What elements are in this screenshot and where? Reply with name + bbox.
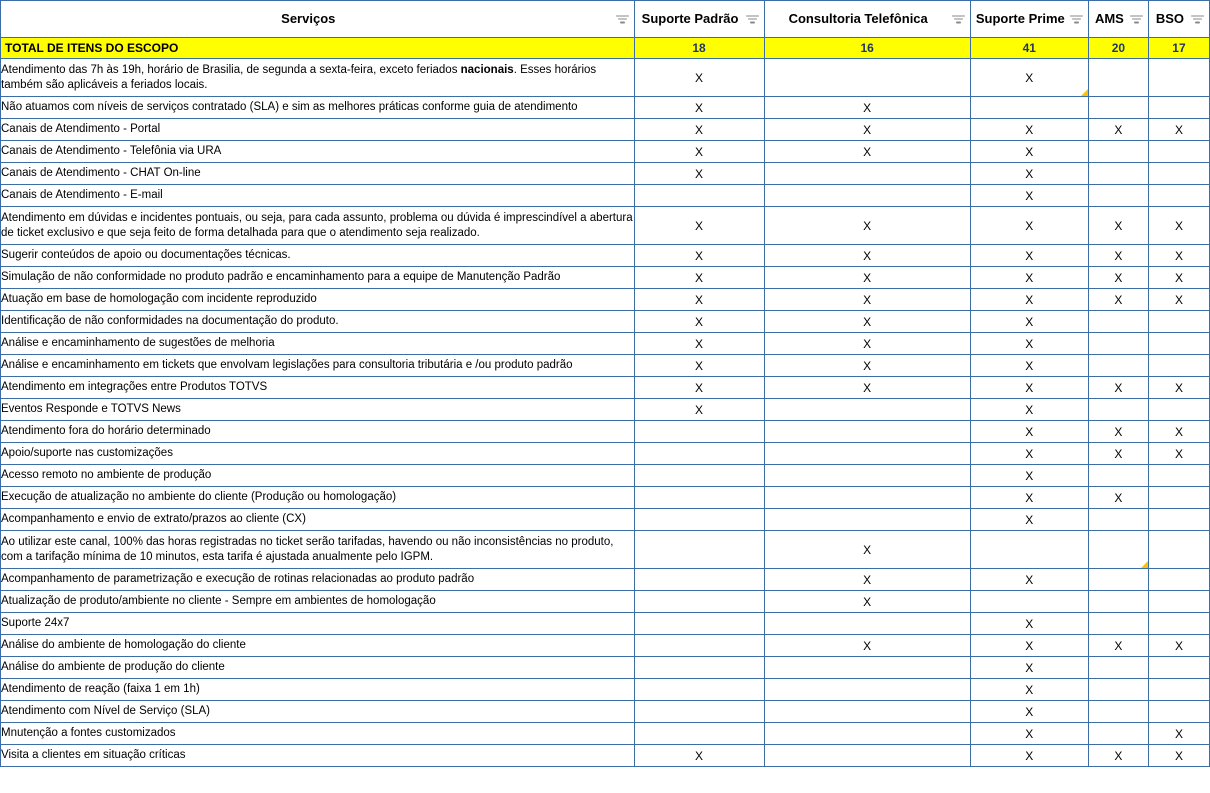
mark-cell-suporte-prime: X bbox=[970, 569, 1088, 591]
column-header-suporte-prime[interactable] bbox=[970, 1, 1088, 38]
mark-cell-consultoria-telefonica bbox=[764, 421, 970, 443]
mark-cell-bso bbox=[1148, 509, 1209, 531]
mark-cell-consultoria-telefonica: X bbox=[764, 333, 970, 355]
mark-cell-suporte-padrao: X bbox=[634, 119, 764, 141]
mark-cell-ams: X bbox=[1088, 207, 1148, 245]
mark-cell-consultoria-telefonica: X bbox=[764, 355, 970, 377]
service-cell: Canais de Atendimento - Telefônia via URA bbox=[1, 141, 635, 163]
mark-cell-consultoria-telefonica bbox=[764, 163, 970, 185]
mark-cell-suporte-prime: X bbox=[970, 613, 1088, 635]
mark-cell-ams: X bbox=[1088, 289, 1148, 311]
mark-cell-ams bbox=[1088, 679, 1148, 701]
mark-cell-suporte-padrao bbox=[634, 569, 764, 591]
table-row bbox=[1, 635, 1210, 657]
mark-cell-ams: X bbox=[1088, 745, 1148, 767]
mark-cell-bso bbox=[1148, 613, 1209, 635]
filter-icon[interactable] bbox=[746, 14, 760, 25]
table-row bbox=[1, 509, 1210, 531]
mark-cell-suporte-prime: X bbox=[970, 119, 1088, 141]
table-row bbox=[1, 723, 1210, 745]
table-row bbox=[1, 591, 1210, 613]
mark-cell-suporte-prime: X bbox=[970, 59, 1088, 97]
mark-cell-consultoria-telefonica bbox=[764, 399, 970, 421]
mark-cell-suporte-padrao: X bbox=[634, 355, 764, 377]
mark-cell-suporte-padrao: X bbox=[634, 289, 764, 311]
table-row bbox=[1, 97, 1210, 119]
mark-cell-bso bbox=[1148, 569, 1209, 591]
mark-cell-bso bbox=[1148, 163, 1209, 185]
mark-cell-suporte-prime: X bbox=[970, 635, 1088, 657]
mark-cell-suporte-padrao bbox=[634, 723, 764, 745]
mark-cell-consultoria-telefonica bbox=[764, 723, 970, 745]
mark-cell-ams: X bbox=[1088, 119, 1148, 141]
mark-cell-bso: X bbox=[1148, 443, 1209, 465]
mark-cell-consultoria-telefonica bbox=[764, 185, 970, 207]
mark-cell-consultoria-telefonica: X bbox=[764, 245, 970, 267]
mark-cell-suporte-prime: X bbox=[970, 185, 1088, 207]
mark-cell-suporte-padrao bbox=[634, 679, 764, 701]
table-row bbox=[1, 421, 1210, 443]
mark-cell-ams bbox=[1088, 59, 1148, 97]
mark-cell-ams bbox=[1088, 569, 1148, 591]
service-cell: Eventos Responde e TOTVS News bbox=[1, 399, 635, 421]
table-row bbox=[1, 267, 1210, 289]
filter-icon[interactable] bbox=[1070, 14, 1084, 25]
mark-cell-bso bbox=[1148, 399, 1209, 421]
table-row bbox=[1, 245, 1210, 267]
table-row bbox=[1, 679, 1210, 701]
column-header-suporte-padrao-label: Suporte Padrão bbox=[641, 10, 739, 26]
column-header-ams-label: AMS bbox=[1094, 10, 1124, 26]
mark-cell-suporte-padrao bbox=[634, 635, 764, 657]
mark-cell-suporte-padrao bbox=[634, 443, 764, 465]
mark-cell-bso bbox=[1148, 657, 1209, 679]
filter-icon[interactable] bbox=[952, 14, 966, 25]
mark-cell-bso: X bbox=[1148, 267, 1209, 289]
mark-cell-bso: X bbox=[1148, 377, 1209, 399]
service-cell: Atendimento com Nível de Serviço (SLA) bbox=[1, 701, 635, 723]
service-cell: Acompanhamento de parametrização e execução de rotinas relacionadas ao produto padrão bbox=[1, 569, 635, 591]
mark-cell-ams: X bbox=[1088, 267, 1148, 289]
mark-cell-consultoria-telefonica: X bbox=[764, 119, 970, 141]
mark-cell-bso: X bbox=[1148, 245, 1209, 267]
filter-icon[interactable] bbox=[616, 14, 630, 25]
mark-cell-suporte-padrao bbox=[634, 487, 764, 509]
column-header-bso-label: BSO bbox=[1155, 10, 1185, 26]
service-cell: Atuação em base de homologação com incidente reproduzido bbox=[1, 289, 635, 311]
mark-cell-consultoria-telefonica bbox=[764, 509, 970, 531]
table-row bbox=[1, 465, 1210, 487]
mark-cell-bso bbox=[1148, 531, 1209, 569]
mark-cell-suporte-prime: X bbox=[970, 487, 1088, 509]
service-cell: Análise e encaminhamento de sugestões de melhoria bbox=[1, 333, 635, 355]
mark-cell-bso: X bbox=[1148, 207, 1209, 245]
mark-cell-ams bbox=[1088, 531, 1148, 569]
mark-cell-consultoria-telefonica: X bbox=[764, 207, 970, 245]
mark-cell-suporte-padrao: X bbox=[634, 267, 764, 289]
table-row bbox=[1, 311, 1210, 333]
table-row bbox=[1, 163, 1210, 185]
mark-cell-suporte-prime: X bbox=[970, 443, 1088, 465]
mark-cell-suporte-padrao: X bbox=[634, 59, 764, 97]
mark-cell-suporte-prime: X bbox=[970, 509, 1088, 531]
mark-cell-bso bbox=[1148, 679, 1209, 701]
mark-cell-ams: X bbox=[1088, 487, 1148, 509]
mark-cell-suporte-padrao: X bbox=[634, 245, 764, 267]
service-cell: Mnutenção a fontes customizados bbox=[1, 723, 635, 745]
service-cell: Atendimento em integrações entre Produtos TOTVS bbox=[1, 377, 635, 399]
mark-cell-suporte-prime bbox=[970, 531, 1088, 569]
column-header-suporte-padrao[interactable] bbox=[634, 1, 764, 38]
table-row bbox=[1, 443, 1210, 465]
mark-cell-suporte-padrao bbox=[634, 509, 764, 531]
mark-cell-suporte-padrao bbox=[634, 613, 764, 635]
mark-cell-bso bbox=[1148, 487, 1209, 509]
mark-cell-bso: X bbox=[1148, 119, 1209, 141]
service-cell: Análise do ambiente de homologação do cliente bbox=[1, 635, 635, 657]
mark-cell-suporte-padrao: X bbox=[634, 377, 764, 399]
column-header-bso[interactable] bbox=[1148, 1, 1209, 38]
mark-cell-consultoria-telefonica: X bbox=[764, 531, 970, 569]
mark-cell-bso bbox=[1148, 59, 1209, 97]
mark-cell-bso bbox=[1148, 591, 1209, 613]
mark-cell-suporte-padrao bbox=[634, 531, 764, 569]
mark-cell-consultoria-telefonica: X bbox=[764, 267, 970, 289]
total-suporte-padrao: 18 bbox=[634, 38, 764, 59]
service-cell: Visita a clientes em situação críticas bbox=[1, 745, 635, 767]
service-cell: Acompanhamento e envio de extrato/prazos ao cliente (CX) bbox=[1, 509, 635, 531]
mark-cell-suporte-prime: X bbox=[970, 377, 1088, 399]
mark-cell-suporte-prime: X bbox=[970, 723, 1088, 745]
mark-cell-suporte-padrao: X bbox=[634, 97, 764, 119]
mark-cell-ams bbox=[1088, 465, 1148, 487]
total-row-label: TOTAL DE ITENS DO ESCOPO bbox=[1, 38, 635, 59]
mark-cell-ams: X bbox=[1088, 443, 1148, 465]
service-cell: Apoio/suporte nas customizações bbox=[1, 443, 635, 465]
mark-cell-suporte-padrao bbox=[634, 421, 764, 443]
mark-cell-suporte-prime: X bbox=[970, 141, 1088, 163]
mark-cell-bso: X bbox=[1148, 745, 1209, 767]
mark-cell-ams: X bbox=[1088, 421, 1148, 443]
mark-cell-suporte-padrao: X bbox=[634, 311, 764, 333]
mark-cell-consultoria-telefonica bbox=[764, 487, 970, 509]
mark-cell-suporte-prime: X bbox=[970, 289, 1088, 311]
mark-cell-suporte-prime: X bbox=[970, 207, 1088, 245]
column-header-suporte-prime-label: Suporte Prime bbox=[975, 10, 1065, 26]
column-header-consultoria-telefonica-label: Consultoria Telefônica bbox=[788, 10, 928, 26]
service-cell: Atualização de produto/ambiente no cliente - Sempre em ambientes de homologação bbox=[1, 591, 635, 613]
mark-cell-consultoria-telefonica bbox=[764, 443, 970, 465]
mark-cell-bso bbox=[1148, 701, 1209, 723]
total-row bbox=[1, 38, 1210, 59]
total-ams: 20 bbox=[1088, 38, 1148, 59]
mark-cell-ams bbox=[1088, 657, 1148, 679]
table-row bbox=[1, 119, 1210, 141]
mark-cell-suporte-prime: X bbox=[970, 311, 1088, 333]
mark-cell-suporte-prime: X bbox=[970, 465, 1088, 487]
mark-cell-consultoria-telefonica: X bbox=[764, 377, 970, 399]
mark-cell-consultoria-telefonica bbox=[764, 657, 970, 679]
service-cell: Não atuamos com níveis de serviços contratado (SLA) e sim as melhores práticas conforme guia de atendimento bbox=[1, 97, 635, 119]
mark-cell-ams bbox=[1088, 509, 1148, 531]
mark-cell-ams bbox=[1088, 723, 1148, 745]
mark-cell-suporte-prime: X bbox=[970, 355, 1088, 377]
mark-cell-ams: X bbox=[1088, 245, 1148, 267]
mark-cell-consultoria-telefonica: X bbox=[764, 311, 970, 333]
service-cell: Canais de Atendimento - Portal bbox=[1, 119, 635, 141]
mark-cell-ams bbox=[1088, 701, 1148, 723]
table-row bbox=[1, 613, 1210, 635]
mark-cell-consultoria-telefonica bbox=[764, 679, 970, 701]
service-cell: Atendimento das 7h às 19h, horário de Brasilia, de segunda a sexta-feira, exceto feriados nacionais. Esses horários também são aplicáveis a feriados locais. bbox=[1, 59, 635, 97]
column-header-servicos-label: Serviços bbox=[281, 10, 336, 26]
service-cell: Suporte 24x7 bbox=[1, 613, 635, 635]
mark-cell-suporte-prime: X bbox=[970, 657, 1088, 679]
mark-cell-consultoria-telefonica: X bbox=[764, 289, 970, 311]
table-row bbox=[1, 289, 1210, 311]
table-row bbox=[1, 207, 1210, 245]
mark-cell-suporte-prime: X bbox=[970, 679, 1088, 701]
mark-cell-consultoria-telefonica: X bbox=[764, 569, 970, 591]
table-row bbox=[1, 355, 1210, 377]
mark-cell-consultoria-telefonica: X bbox=[764, 97, 970, 119]
table-row bbox=[1, 377, 1210, 399]
table-row bbox=[1, 531, 1210, 569]
mark-cell-suporte-padrao bbox=[634, 701, 764, 723]
mark-cell-suporte-padrao bbox=[634, 185, 764, 207]
service-cell: Canais de Atendimento - E-mail bbox=[1, 185, 635, 207]
mark-cell-ams bbox=[1088, 163, 1148, 185]
total-suporte-prime: 41 bbox=[970, 38, 1088, 59]
mark-cell-ams bbox=[1088, 399, 1148, 421]
mark-cell-suporte-padrao bbox=[634, 657, 764, 679]
mark-cell-suporte-prime bbox=[970, 97, 1088, 119]
mark-cell-consultoria-telefonica bbox=[764, 745, 970, 767]
mark-cell-ams: X bbox=[1088, 635, 1148, 657]
mark-cell-ams: X bbox=[1088, 377, 1148, 399]
mark-cell-suporte-prime: X bbox=[970, 163, 1088, 185]
mark-cell-bso bbox=[1148, 465, 1209, 487]
mark-cell-suporte-padrao bbox=[634, 465, 764, 487]
mark-cell-suporte-padrao bbox=[634, 591, 764, 613]
mark-cell-suporte-prime: X bbox=[970, 245, 1088, 267]
service-cell: Execução de atualização no ambiente do cliente (Produção ou homologação) bbox=[1, 487, 635, 509]
mark-cell-ams bbox=[1088, 355, 1148, 377]
mark-cell-ams bbox=[1088, 613, 1148, 635]
table-row bbox=[1, 657, 1210, 679]
mark-cell-suporte-padrao: X bbox=[634, 399, 764, 421]
mark-cell-ams bbox=[1088, 333, 1148, 355]
service-cell: Acesso remoto no ambiente de produção bbox=[1, 465, 635, 487]
service-cell: Identificação de não conformidades na documentação do produto. bbox=[1, 311, 635, 333]
mark-cell-suporte-prime bbox=[970, 591, 1088, 613]
mark-cell-ams bbox=[1088, 591, 1148, 613]
service-cell: Análise e encaminhamento em tickets que envolvam legislações para consultoria tributária e /ou produto padrão bbox=[1, 355, 635, 377]
mark-cell-consultoria-telefonica: X bbox=[764, 591, 970, 613]
mark-cell-bso: X bbox=[1148, 723, 1209, 745]
table-row bbox=[1, 185, 1210, 207]
mark-cell-bso bbox=[1148, 141, 1209, 163]
mark-cell-suporte-prime: X bbox=[970, 399, 1088, 421]
mark-cell-suporte-padrao: X bbox=[634, 163, 764, 185]
service-cell: Simulação de não conformidade no produto padrão e encaminhamento para a equipe de Manutenção Padrão bbox=[1, 267, 635, 289]
mark-cell-bso: X bbox=[1148, 421, 1209, 443]
service-cell: Atendimento em dúvidas e incidentes pontuais, ou seja, para cada assunto, problema ou dúvida é imprescindível a abertura de ticket exclusivo e que seja feito de forma detalhada para que o atendimento seja realizado. bbox=[1, 207, 635, 245]
column-header-ams[interactable] bbox=[1088, 1, 1148, 38]
service-cell: Atendimento fora do horário determinado bbox=[1, 421, 635, 443]
table-body bbox=[1, 38, 1210, 767]
mark-cell-bso: X bbox=[1148, 635, 1209, 657]
column-header-servicos[interactable] bbox=[1, 1, 635, 38]
mark-cell-suporte-padrao: X bbox=[634, 141, 764, 163]
table-header bbox=[1, 1, 1210, 38]
mark-cell-bso: X bbox=[1148, 289, 1209, 311]
table-row bbox=[1, 59, 1210, 97]
table-row bbox=[1, 141, 1210, 163]
mark-cell-bso bbox=[1148, 333, 1209, 355]
mark-cell-ams bbox=[1088, 141, 1148, 163]
mark-cell-consultoria-telefonica bbox=[764, 465, 970, 487]
table-row bbox=[1, 745, 1210, 767]
mark-cell-consultoria-telefonica bbox=[764, 613, 970, 635]
mark-cell-bso bbox=[1148, 97, 1209, 119]
mark-cell-suporte-prime: X bbox=[970, 701, 1088, 723]
mark-cell-consultoria-telefonica bbox=[764, 701, 970, 723]
mark-cell-ams bbox=[1088, 97, 1148, 119]
service-cell: Canais de Atendimento - CHAT On-line bbox=[1, 163, 635, 185]
mark-cell-bso bbox=[1148, 355, 1209, 377]
table-row bbox=[1, 399, 1210, 421]
mark-cell-ams bbox=[1088, 311, 1148, 333]
mark-cell-suporte-prime: X bbox=[970, 333, 1088, 355]
service-cell: Sugerir conteúdos de apoio ou documentações técnicas. bbox=[1, 245, 635, 267]
service-cell: Análise do ambiente de produção do cliente bbox=[1, 657, 635, 679]
mark-cell-suporte-padrao: X bbox=[634, 333, 764, 355]
mark-cell-suporte-prime: X bbox=[970, 745, 1088, 767]
mark-cell-suporte-prime: X bbox=[970, 267, 1088, 289]
mark-cell-bso bbox=[1148, 185, 1209, 207]
mark-cell-suporte-padrao: X bbox=[634, 745, 764, 767]
mark-cell-consultoria-telefonica: X bbox=[764, 635, 970, 657]
filter-icon[interactable] bbox=[1130, 14, 1144, 25]
header-row bbox=[1, 1, 1210, 38]
mark-cell-ams bbox=[1088, 185, 1148, 207]
service-cell: Atendimento de reação (faixa 1 em 1h) bbox=[1, 679, 635, 701]
table-row bbox=[1, 487, 1210, 509]
service-cell: Ao utilizar este canal, 100% das horas registradas no ticket serão tarifadas, havendo ou não inconsistências no produto, com a tarifação mínima de 10 minutos, esta tarifa é ajustada anualmente pelo IGPM. bbox=[1, 531, 635, 569]
mark-cell-suporte-padrao: X bbox=[634, 207, 764, 245]
table-row bbox=[1, 569, 1210, 591]
table-row bbox=[1, 333, 1210, 355]
mark-cell-suporte-prime: X bbox=[970, 421, 1088, 443]
total-consultoria-telefonica: 16 bbox=[764, 38, 970, 59]
filter-icon[interactable] bbox=[1191, 14, 1205, 25]
table-row bbox=[1, 701, 1210, 723]
mark-cell-consultoria-telefonica: X bbox=[764, 141, 970, 163]
column-header-consultoria-telefonica[interactable] bbox=[764, 1, 970, 38]
mark-cell-bso bbox=[1148, 311, 1209, 333]
mark-cell-consultoria-telefonica bbox=[764, 59, 970, 97]
total-bso: 17 bbox=[1148, 38, 1209, 59]
